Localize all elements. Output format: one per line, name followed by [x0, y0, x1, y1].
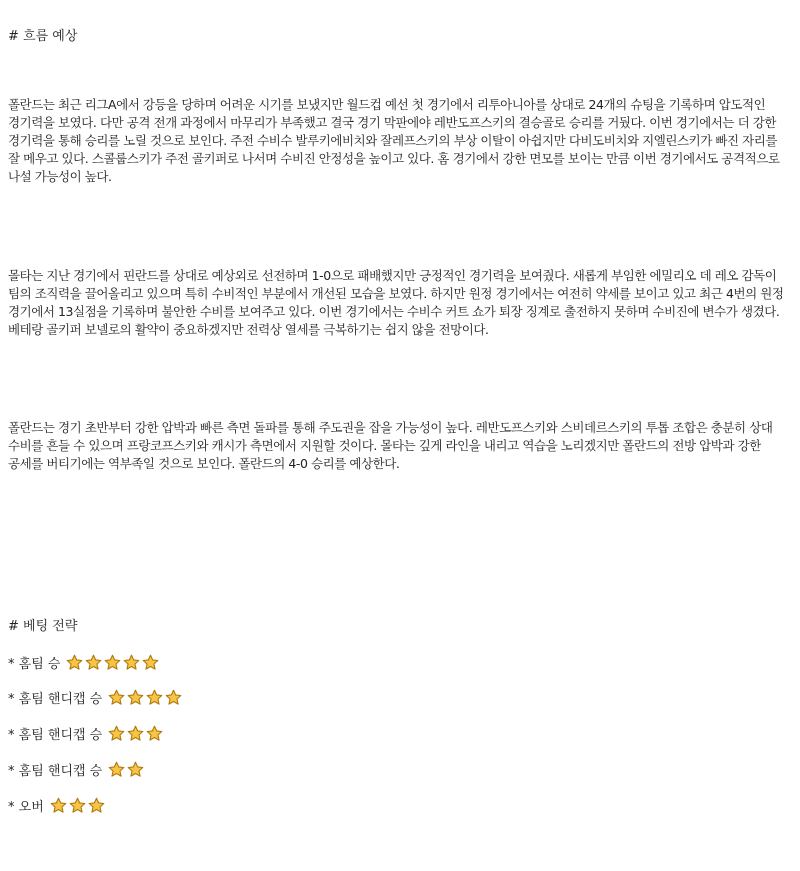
star-icon [108, 761, 125, 778]
star-icon [69, 797, 86, 814]
star-rating [66, 654, 159, 671]
paragraph-prediction: 폴란드는 경기 초반부터 강한 압박과 빠른 측면 돌파를 통해 주도권을 잡을 가능성이 높다. 레반도프스키와 스비데르스키의 투톱 조합은 충분히 상대 수비를 흔들 수 있으며 프랑코프스키와 캐시가 측면에서 지원할 것이다. 몰타는 깊게 라인을 내리고 역습을 노리겠지만 폴란드의 전방 압박과 강한 공세를 버티기에는 역부족일 것으로 보인다. 폴란드의 4-0 승리를 예상한다. [8, 420, 773, 471]
bet-label: * 홈팀 핸디캡 승 [8, 691, 103, 707]
bet-item [8, 722, 163, 744]
star-rating [50, 797, 105, 814]
betting-heading: # 베팅 전략 [8, 619, 78, 634]
star-icon [165, 689, 182, 706]
star-rating [108, 761, 144, 778]
star-icon [104, 654, 121, 671]
bet-label: * 홈팀 핸디캡 승 [8, 727, 103, 743]
paragraph-poland: 폴란드는 최근 리그A에서 강등을 당하며 어려운 시기를 보냈지만 월드컵 예선 첫 경기에서 리투아니아를 상대로 24개의 슈팅을 기록하며 압도적인 경기력을 보였다. 다만 공격 전개 과정에서 마무리가 부족했고 결국 경기 막판에야 레반도프스키의 결승골로 승리를 거뒀다. 이번 경기에서는 더 강한 경기력을 통해 승리를 노릴 것으로 보인다. 주전 수비수 발루키에비치와 잘레프스키의 부상 이탈이 아쉽지만 다비도비치와 지엘린스키가 빠진 자리를 잘 메우고 있다. 스콜룹스키가 주전 골키퍼로 나서며 수비진 안정성을 높이고 있다. 홈 경기에서 강한 면모를 보이는 만큼 이번 경기에서도 공격적으로 나설 가능성이 높다. [8, 97, 780, 184]
star-icon [127, 689, 144, 706]
bet-item [8, 686, 182, 708]
star-icon [88, 797, 105, 814]
bet-label: * 홈팀 승 [8, 656, 61, 672]
star-icon [85, 654, 102, 671]
star-icon [127, 725, 144, 742]
star-icon [66, 654, 83, 671]
bet-item [8, 794, 105, 816]
star-icon [108, 725, 125, 742]
star-icon [146, 725, 163, 742]
star-icon [50, 797, 67, 814]
star-icon [123, 654, 140, 671]
star-icon [146, 689, 163, 706]
paragraph-malta: 몰타는 지난 경기에서 핀란드를 상대로 예상외로 선전하며 1-0으로 패배했지만 긍정적인 경기력을 보여줬다. 새롭게 부임한 에밀리오 데 레오 감독이 팀의 조직력을 끌어올리고 있으며 특히 수비적인 부분에서 개선된 모습을 보였다. 하지만 원정 경기에서는 여전히 약세를 보이고 있고 최근 4번의 원정 경기에서 13실점을 기록하며 불안한 수비를 보여주고 있다. 이번 경기에서는 수비수 커트 쇼가 퇴장 징계로 출전하지 못하며 수비진에 변수가 생겼다. 베테랑 골키퍼 보넬로의 활약이 중요하겠지만 전력상 열세를 극복하기는 쉽지 않을 전망이다. [8, 268, 784, 337]
star-rating [108, 725, 163, 742]
bet-item [8, 651, 159, 673]
star-icon [108, 689, 125, 706]
star-icon [127, 761, 144, 778]
star-rating [108, 689, 182, 706]
forecast-heading: # 흐름 예상 [8, 29, 78, 44]
bet-label: * 홈팀 핸디캡 승 [8, 763, 103, 779]
bet-item [8, 758, 144, 780]
bet-label: * 오버 [8, 799, 44, 815]
star-icon [142, 654, 159, 671]
